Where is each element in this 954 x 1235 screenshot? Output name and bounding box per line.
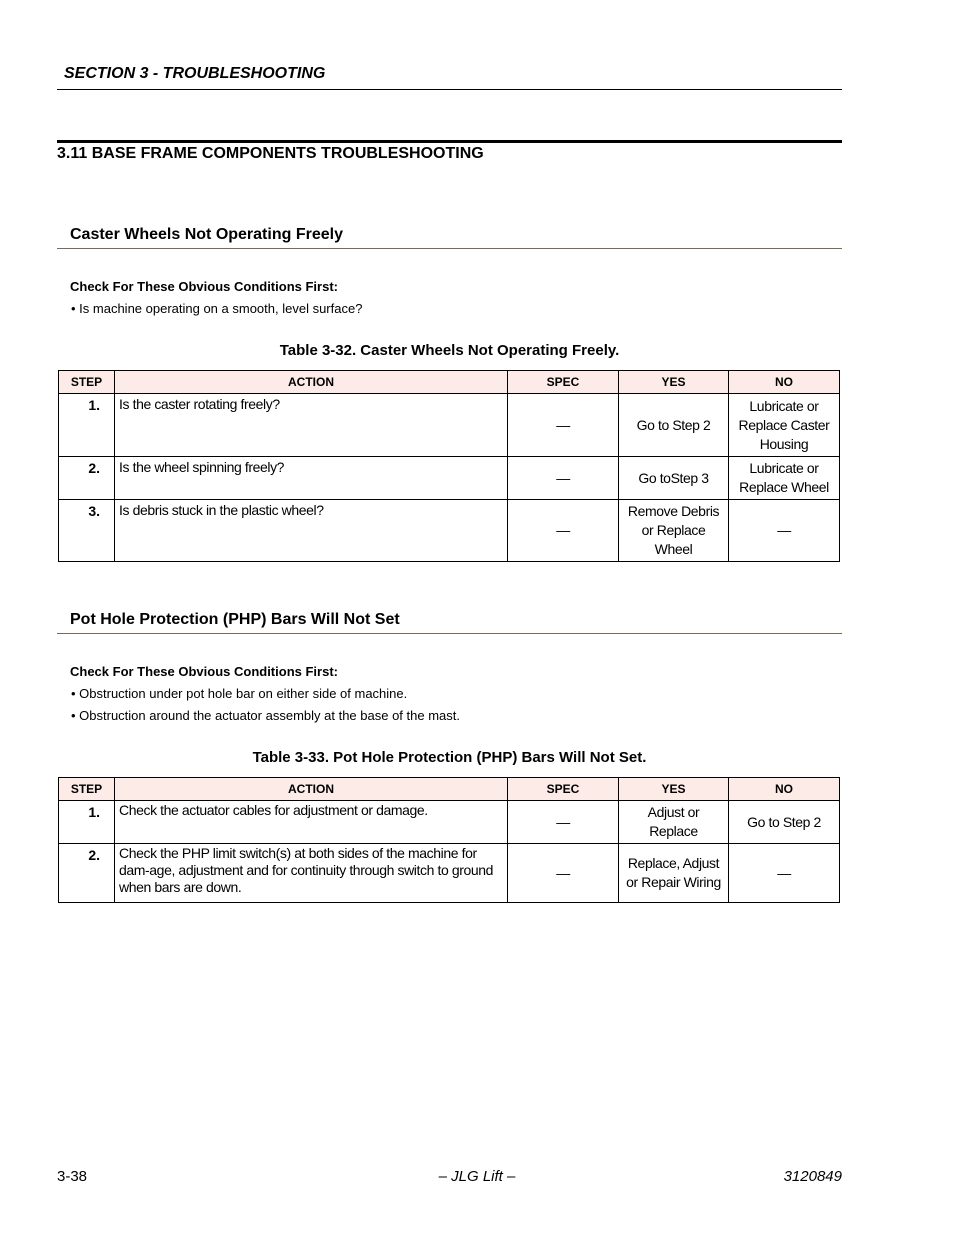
table-row: [59, 844, 840, 903]
footer-doc-number: 3120849: [783, 1168, 842, 1185]
caster-section-title: Caster Wheels Not Operating Freely: [70, 226, 343, 243]
caster-bullet: • Is machine operating on a smooth, level surface?: [71, 301, 363, 316]
chapter-title: 3.11 BASE FRAME COMPONENTS TROUBLESHOOTING: [57, 145, 484, 162]
step-cell: 2.: [59, 457, 115, 500]
header-step: STEP: [59, 371, 115, 394]
header-spec: SPEC: [508, 778, 619, 801]
no-cell: Lubricate or Replace Wheel: [729, 457, 840, 500]
footer-publisher: – JLG Lift –: [438, 1168, 516, 1185]
spec-cell: —: [508, 500, 619, 562]
spec-cell: —: [508, 801, 619, 844]
table-header-row: [59, 778, 840, 801]
php-check-heading: Check For These Obvious Conditions First:: [70, 664, 338, 679]
yes-cell: Remove Debris or Replace Wheel: [619, 500, 729, 562]
footer-page-number: 3-38: [57, 1168, 88, 1185]
table-row: [59, 500, 840, 562]
yes-cell: Adjust or Replace: [619, 801, 729, 844]
header-spec: SPEC: [508, 371, 619, 394]
spec-cell: —: [508, 457, 619, 500]
header-rule: [57, 89, 842, 90]
php-section-title: Pot Hole Protection (PHP) Bars Will Not Set: [70, 611, 400, 628]
section-header: SECTION 3 - TROUBLESHOOTING: [64, 65, 326, 82]
caster-section-rule: [57, 248, 842, 249]
php-bullet-1: • Obstruction under pot hole bar on either side of machine.: [71, 686, 408, 701]
header-action: ACTION: [115, 371, 508, 394]
table-header-row: [59, 371, 840, 394]
step-cell: 1.: [59, 801, 115, 844]
spec-cell: —: [508, 844, 619, 903]
yes-cell: Go to Step 2: [619, 394, 729, 457]
header-yes: YES: [619, 778, 729, 801]
chapter-rule: [57, 140, 842, 143]
php-table-caption: Table 3-33. Pot Hole Protection (PHP) Bars Will Not Set.: [252, 749, 647, 766]
caster-check-heading: Check For These Obvious Conditions First:: [70, 279, 338, 294]
action-cell: Check the PHP limit switch(s) at both sides of the machine for dam-age, adjustment and for continuity through switch to ground when bars are down.: [115, 844, 508, 903]
spec-cell: —: [508, 394, 619, 457]
php-section-rule: [57, 633, 842, 634]
step-cell: 1.: [59, 394, 115, 457]
caster-table: [58, 370, 840, 562]
table-row: [59, 801, 840, 844]
action-cell: Is debris stuck in the plastic wheel?: [115, 500, 508, 562]
header-no: NO: [729, 778, 840, 801]
caster-table-caption: Table 3-32. Caster Wheels Not Operating Freely.: [279, 342, 620, 359]
step-cell: 2.: [59, 844, 115, 903]
table-row: [59, 457, 840, 500]
no-cell: —: [729, 500, 840, 562]
action-cell: Is the caster rotating freely?: [115, 394, 508, 457]
header-yes: YES: [619, 371, 729, 394]
action-cell: Check the actuator cables for adjustment or damage.: [115, 801, 508, 844]
table-row: [59, 394, 840, 457]
action-cell: Is the wheel spinning freely?: [115, 457, 508, 500]
header-no: NO: [729, 371, 840, 394]
no-cell: —: [729, 844, 840, 903]
php-bullet-2: • Obstruction around the actuator assembly at the base of the mast.: [71, 708, 460, 723]
yes-cell: Replace, Adjust or Repair Wiring: [619, 844, 729, 903]
header-step: STEP: [59, 778, 115, 801]
php-table: [58, 777, 840, 903]
yes-cell: Go toStep 3: [619, 457, 729, 500]
header-action: ACTION: [115, 778, 508, 801]
no-cell: Go to Step 2: [729, 801, 840, 844]
step-cell: 3.: [59, 500, 115, 562]
no-cell: Lubricate or Replace Caster Housing: [729, 394, 840, 457]
